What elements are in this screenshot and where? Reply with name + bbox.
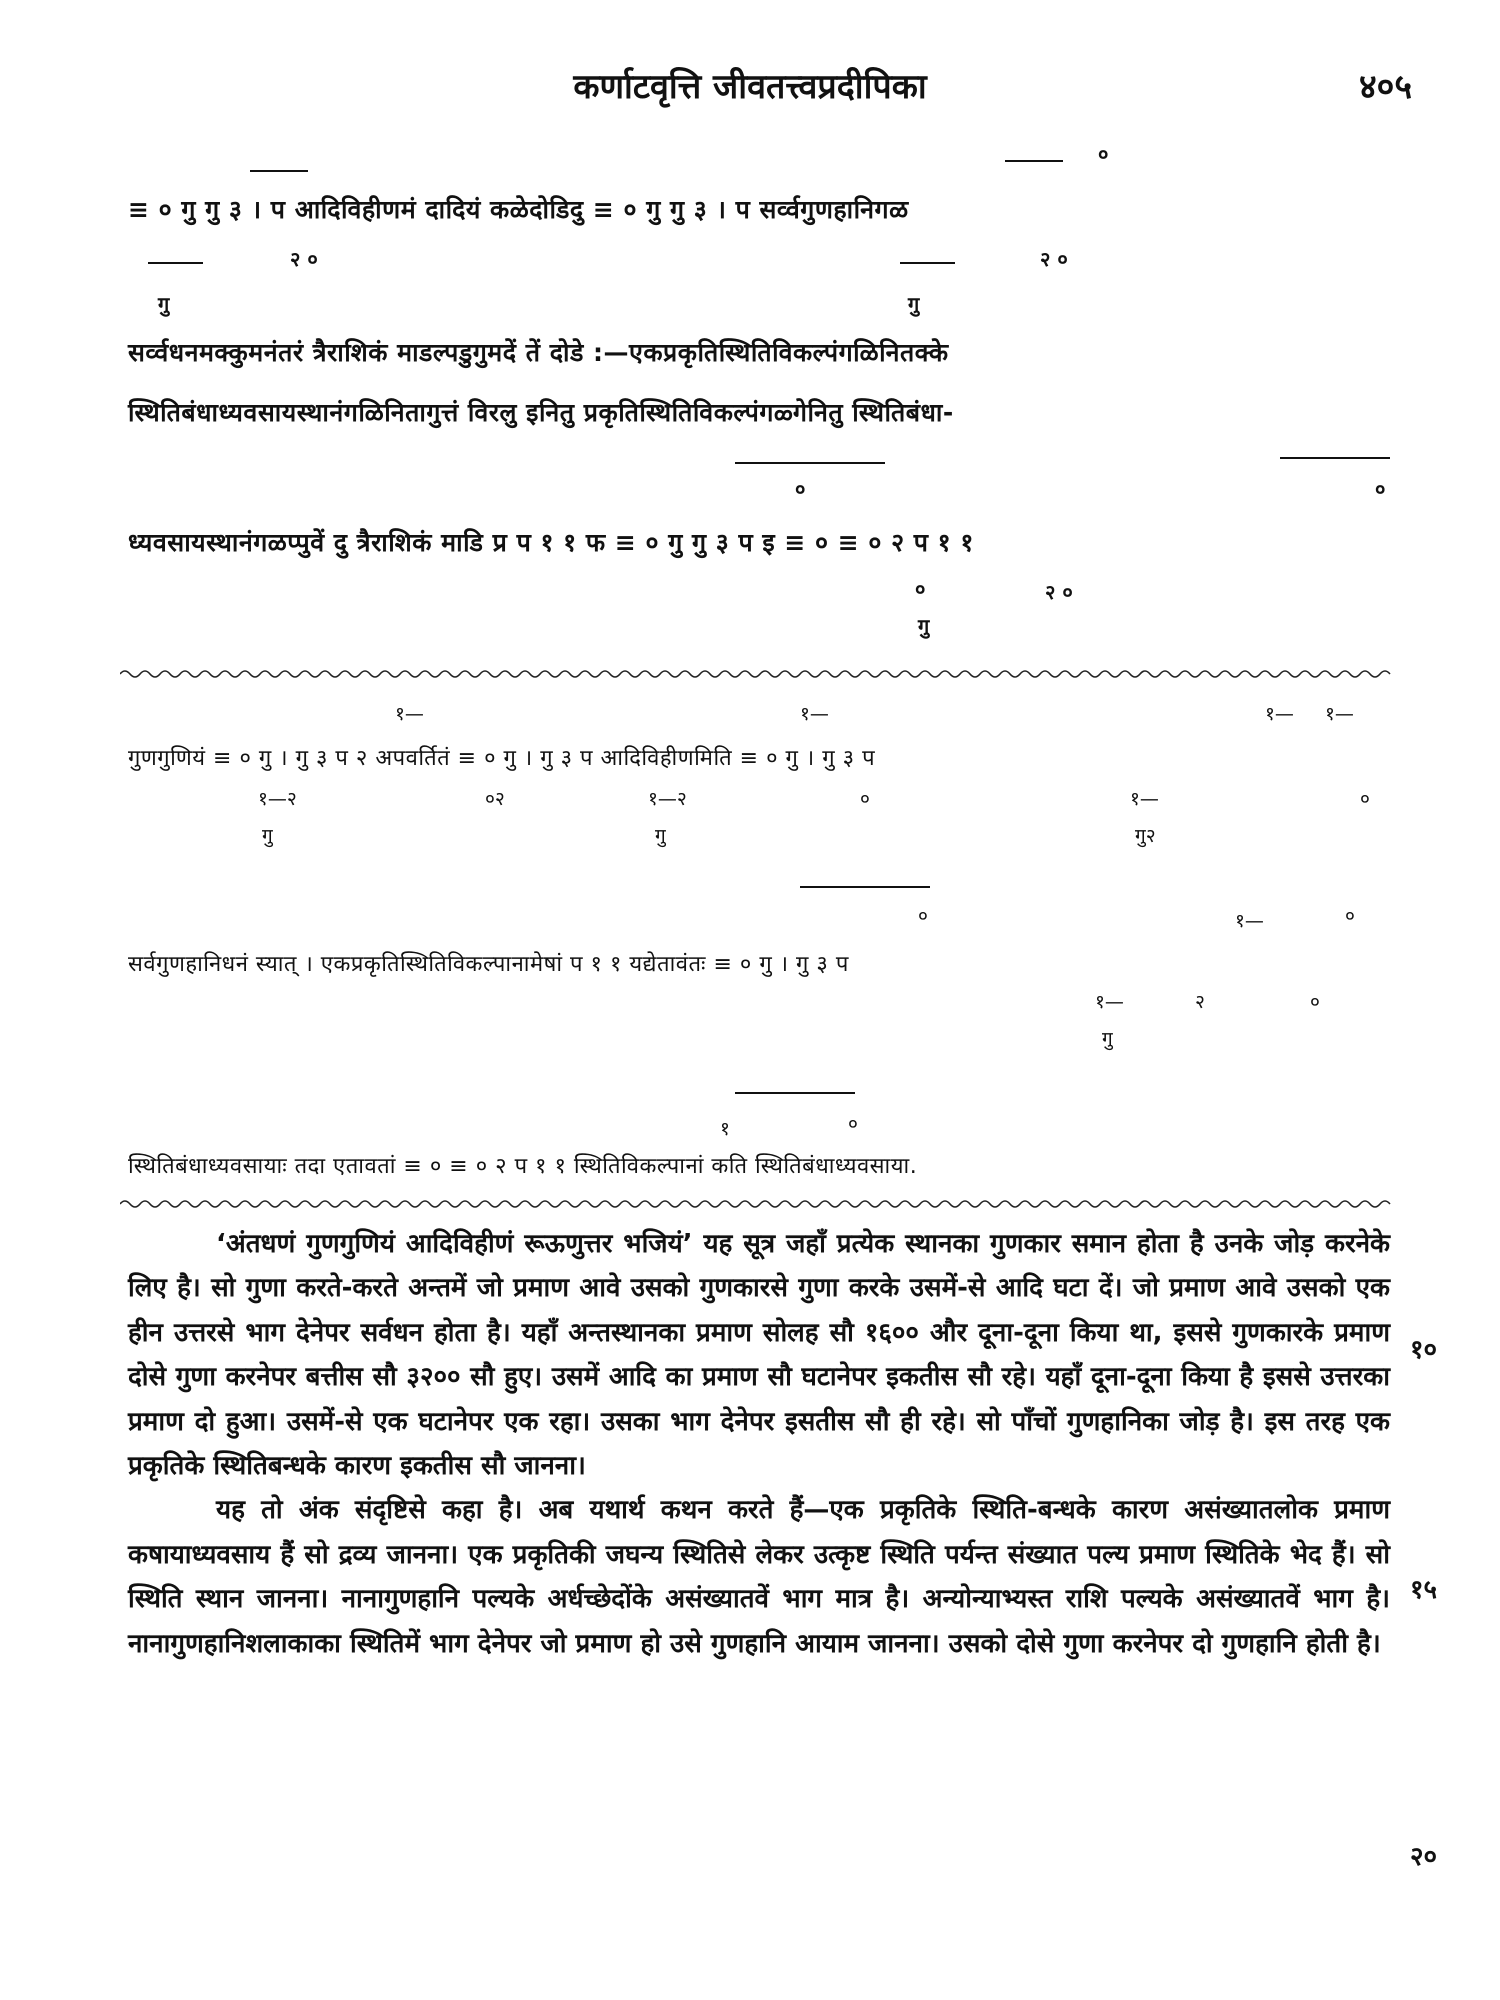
subscript-two: २ [1195,991,1205,1013]
subscript-gu: गु [655,825,666,847]
margin-line-number: २० [1410,1842,1438,1872]
formula-line-7: स्थितिबंधाध्यवसायाः तदा एतावतां ≡ ० ≡ ० २ प १ १ स्थितिविकल्पानां कति स्थितिबंधाध्यवसाया. [128,1154,918,1179]
formula-line-3: स्थितिबंधाध्यवसायस्थानंगळिनितागुत्तं विरलु इनितु प्रकृतिस्थितिविकल्पंगळ्गेनितु स्थितिबंधा- [128,398,954,427]
page-number: ४०५ [1358,67,1412,107]
superscript-zero: ० [1345,905,1355,927]
margin-line-number: १५ [1410,1575,1438,1605]
hindi-commentary [128,1222,1390,1666]
subscript-gu: गु [1102,1028,1113,1050]
subscript-zero: ० [1360,788,1370,810]
superscript-zero: ० [1098,142,1109,166]
overline-mark [1280,457,1390,459]
subscript-gu: गु [262,825,273,847]
formula-line-2: सर्व्वधनमक्कुमनंतरं त्रैराशिकं माडल्पडुगुमदें तें दोडे :—एकप्रकृतिस्थितिविकल्पंगळिनितक्के [128,338,949,367]
superscript-one-minus: १— [800,703,829,725]
subscript-gu: गु [908,292,920,316]
superscript-one-minus: १— [1265,703,1294,725]
wavy-separator [120,1197,1395,1211]
paragraph: ‘अंतधणं गुणगुणियं आदिविहीणं रूऊणुत्तर भजियं’ यह सूत्र जहाँ प्रत्येक स्थानका गुणकार समान होता है उनके जोड़ करनेके लिए है। सो गुणा करते-करते अन्तमें जो प्रमाण आवे उसको गुणकारसे गुणा करके उसमें-से आदि घटा दें। जो प्रमाण आवे उसको एक हीन उत्तरसे भाग देनेपर सर्वधन होता है। यहाँ अन्तस्थानका प्रमाण सोलह सौ १६०० और दूना-दूना किया था, इससे गुणकारके प्रमाण दोसे गुणा करनेपर बत्तीस सौ ३२०० सौ हुए। उसमें आदि का प्रमाण सौ घटानेपर इकतीस सौ रहे। यहाँ दूना-दूना किया है इससे उत्तरका प्रमाण दो हुआ। उसमें-से एक घटानेपर एक रहा। उसका भाग देनेपर इसतीस सौ ही रहे। सो पाँचों गुणहानिका जोड़ है। इस तरह एक प्रकृतिके स्थितिबन्धके कारण इकतीस सौ जानना। [128,1229,1390,1482]
wavy-separator [120,667,1395,681]
margin-line-number: १० [1410,1335,1438,1365]
superscript-zero: ० [1375,477,1386,501]
subscript-one-minus: १— [1095,991,1124,1013]
overline-mark [800,886,930,888]
subscript-zero-two: ०२ [485,788,505,810]
superscript-one-minus: १— [1325,703,1354,725]
page-header-title: कर्णाटवृत्ति जीवतत्त्वप्रदीपिका [573,67,927,107]
superscript-one: १ [720,1118,730,1140]
overline-mark [735,1092,855,1094]
underline-mark [900,262,955,264]
overline-mark [250,170,308,172]
paragraph: यह तो अंक संदृष्टिसे कहा है। अब यथार्थ कथन करते हैं—एक प्रकृतिके स्थिति-बन्धके कारण असंख्यातलोक प्रमाण कषायाध्यवसाय हैं सो द्रव्य जानना। एक प्रकृतिकी जघन्य स्थितिसे लेकर उत्कृष्ट स्थिति पर्यन्त संख्यात पल्य प्रमाण स्थितिके भेद हैं। सो स्थिति स्थान जानना। नानागुणहानि पल्यके अर्धच्छेदोंके असंख्यातवें भाग मात्र है। अन्योन्याभ्यस्त राशि पल्यके असंख्यातवें भाग है। नानागुणहानिशलाकाका स्थितिमें भाग देनेपर जो प्रमाण हो उसे गुणहानि आयाम जानना। उसको दोसे गुणा करनेपर दो गुणहानि होती है। [128,1495,1390,1659]
superscript-zero: ० [848,1113,858,1135]
subscript-two-zero: २ ० [1040,247,1068,271]
subscript-one-minus: १— [1130,788,1159,810]
superscript-zero: ० [795,477,806,501]
subscript-zero: ० [860,788,870,810]
subscript-zero: ० [1310,991,1320,1013]
formula-line-4: ध्यवसायस्थानंगळप्पुवें दु त्रैराशिकं माडि प्र प १ १ फ ≡ ० गु गु ३ प इ ≡ ० ≡ ० २ प १ १ [128,528,974,557]
subscript-two-zero: २ ० [290,247,318,271]
subscript-one-minus-two: १—२ [258,788,297,810]
subscript-two-zero: २ ० [1045,580,1073,604]
subscript-gu-two: गु२ [1135,825,1156,847]
subscript-gu: गु [158,292,170,316]
subscript-zero: ० [915,577,926,601]
formula-line-1: ≡ ० गु गु ३ । प आदिविहीणमं दादियं कळेदोडिदु ≡ ० गु गु ३ । प सर्व्वगुणहानिगळ [128,195,909,224]
formula-line-6: सर्वगुणहानिधनं स्यात् । एकप्रकृतिस्थितिविकल्पानामेषां प १ १ यद्येतावंतः ≡ ० गु । गु ३ प [128,952,849,977]
superscript-one-minus: १— [1235,910,1264,932]
subscript-gu: गु [918,614,930,638]
subscript-one-minus-two: १—२ [648,788,687,810]
superscript-zero: ० [918,905,928,927]
formula-line-5: गुणगुणियं ≡ ० गु । गु ३ प २ अपवर्तितं ≡ ० गु । गु ३ प आदिविहीणमिति ≡ ० गु । गु ३ प [128,746,876,771]
superscript-one-minus: १— [395,703,424,725]
underline-mark [148,262,203,264]
overline-mark [1005,160,1063,162]
overline-mark [735,462,885,464]
